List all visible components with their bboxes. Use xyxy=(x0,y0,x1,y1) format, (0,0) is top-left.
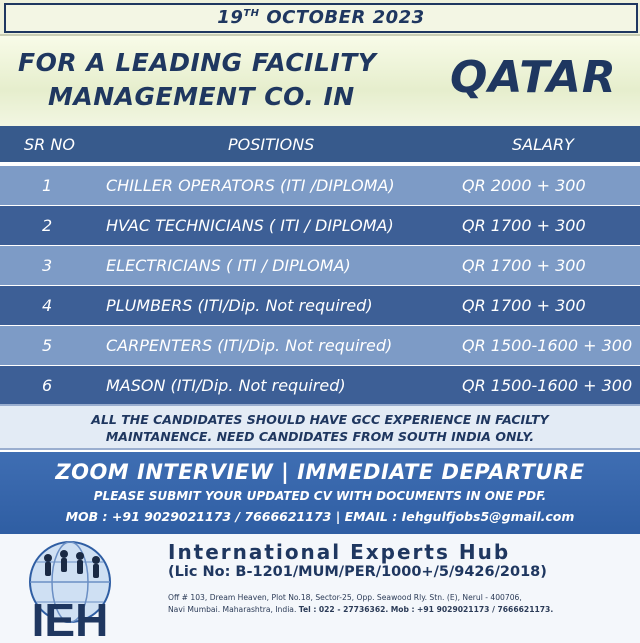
row-sr: 5 xyxy=(42,336,53,355)
date-suffix: TH xyxy=(243,8,260,19)
table-header xyxy=(0,126,640,162)
row-position: ELECTRICIANS ( ITI / DIPLOMA) xyxy=(106,256,351,275)
date-banner xyxy=(0,0,640,36)
contact-details: MOB : +91 9029021173 / 7666621173 | EMAIL : Iehgulfjobs5@gmail.com xyxy=(65,509,575,524)
row-sr: 6 xyxy=(42,376,53,395)
note-line-1: ALL THE CANDIDATES SHOULD HAVE GCC EXPERIENCE IN FACILTY xyxy=(91,412,549,427)
mob-number: +91 9029021173 / 7666621173. xyxy=(417,605,554,614)
row-sr: 2 xyxy=(42,216,53,235)
row-position: CARPENTERS (ITI/Dip. Not required) xyxy=(106,336,393,355)
row-sr: 4 xyxy=(42,296,53,315)
country-title: QATAR xyxy=(450,52,617,103)
interview-headline: ZOOM INTERVIEW | IMMEDIATE DEPARTURE xyxy=(55,460,585,484)
row-position: MASON (ITI/Dip. Not required) xyxy=(106,376,346,395)
row-salary: QR 1500-1600 + 300 xyxy=(462,336,633,355)
column-header-salary: SALARY xyxy=(512,135,574,154)
row-position: CHILLER OPERATORS (ITI /DIPLOMA) xyxy=(106,176,395,195)
column-header-positions: POSITIONS xyxy=(228,135,315,154)
address-city: Navi Mumbai. Maharashtra, India. xyxy=(168,605,297,614)
row-salary: QR 2000 + 300 xyxy=(462,176,586,195)
mob-label: Mob : xyxy=(390,605,415,614)
company-name: International Experts Hub xyxy=(168,540,511,564)
logo-text: IEH xyxy=(31,594,109,640)
tel-label: Tel : xyxy=(298,605,317,614)
column-header-sr: SR NO xyxy=(24,135,75,154)
headline-banner xyxy=(0,36,640,126)
requirements-note xyxy=(0,404,640,450)
contact-banner xyxy=(0,452,640,534)
table-row xyxy=(0,166,640,205)
row-sr: 1 xyxy=(42,176,53,195)
date-day: 19 xyxy=(217,7,244,28)
table-row xyxy=(0,246,640,285)
ieh-logo-globe xyxy=(4,540,150,640)
row-position: HVAC TECHNICIANS ( ITI / DIPLOMA) xyxy=(106,216,394,235)
table-row xyxy=(0,366,640,405)
agency-footer xyxy=(0,534,640,643)
row-sr: 3 xyxy=(42,256,53,275)
row-salary: QR 1700 + 300 xyxy=(462,256,586,275)
row-salary: QR 1700 + 300 xyxy=(462,216,586,235)
date-month-year: OCTOBER 2023 xyxy=(266,7,425,28)
tel-number: 022 - 27736362. xyxy=(318,605,389,614)
address-line-1: Off # 103, Dream Heaven, Plot No.18, Sector-25, Opp. Seawood Rly. Stn. (E), Nerul - 400706, xyxy=(168,593,522,602)
table-row xyxy=(0,286,640,325)
headline-line-2: MANAGEMENT CO. IN xyxy=(48,82,355,111)
table-row xyxy=(0,326,640,365)
office-address xyxy=(168,592,553,616)
row-position: PLUMBERS (ITI/Dip. Not required) xyxy=(106,296,373,315)
table-row xyxy=(0,206,640,245)
date-label xyxy=(4,3,638,33)
license-number: (Lic No: B-1201/MUM/PER/1000+/5/9426/2018) xyxy=(168,564,547,580)
row-salary: QR 1700 + 300 xyxy=(462,296,586,315)
address-line-2 xyxy=(168,604,553,616)
note-line-2: MAINTANENCE. NEED CANDIDATES FROM SOUTH INDIA ONLY. xyxy=(105,429,535,444)
row-salary: QR 1500-1600 + 300 xyxy=(462,376,633,395)
submit-cv-instruction: PLEASE SUBMIT YOUR UPDATED CV WITH DOCUMENTS IN ONE PDF. xyxy=(93,489,547,503)
headline-line-1: FOR A LEADING FACILITY xyxy=(18,48,377,77)
